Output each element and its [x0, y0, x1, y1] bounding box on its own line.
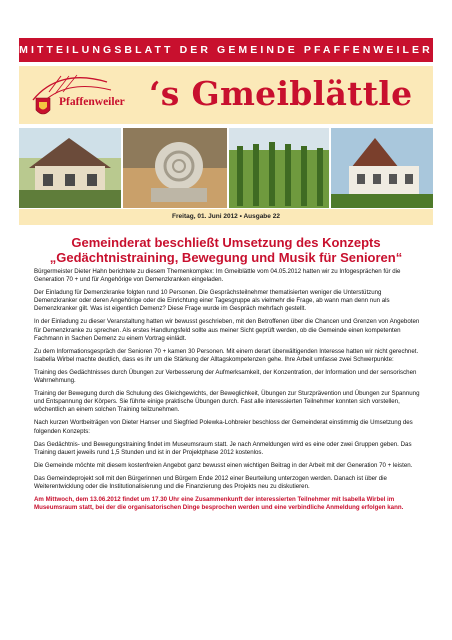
issue-date: Freitag, 01. Juni 2012 • Ausgabe 22 [172, 213, 280, 220]
paragraph: Zu dem Informationsgespräch der Senioren 70 + kamen 30 Personen. Mit einem derart überwältigenden Interesse hatten wir nicht gerechnet. Isabella Wirbel machte deutlich, dass es ihr um die Stärkung der Alltagskompetenzen gehe. Ihre Arbeit umfasse zwei Schwerpunkte: [34, 347, 419, 363]
meeting-announcement: Am Mittwoch, dem 13.06.2012 findet um 17.30 Uhr eine Zusammenkunft der interessierten Teilnehmer mit Isabella Wirbel im Museumsraum statt, bei der die organisatorischen Dinge besprochen werden und eine verbindliche Anmeldung erfolgen kann. [34, 496, 404, 512]
paragraph: In der Einladung zu dieser Veranstaltung hatten wir bewusst geschrieben, mit den Betroffenen über die Chancen und Grenzen von Angeboten für Demenzkranke zu sprechen. Als erstes Handlungsfeld sollte aus meiner Sicht geprüft werden, ob die Gemeinde einen kompetenten Fachmann in Sachen Demenz zu einem Vortrag einlädt. [34, 318, 420, 342]
article-body [34, 268, 422, 517]
paragraph: Der Einladung für Demenzkranke folgten rund 10 Personen. Die Gesprächsteilnehmer thematisierten weniger die Unterstützung Demenzkranker oder deren Angehörige oder die Einrichtung einer Tagesgruppe als vielmehr die Frage, ab wann man denn nun als Demenzkranker gilt. Was ist eigentlich Demenz? Diese Frage wurde im Gespräch mehrfach gestellt. [34, 289, 390, 313]
publication-title: ‘s Gmeiblättle [149, 74, 413, 113]
paragraph: Training des Gedächtnisses durch Übungen zur Verbesserung der Aufmerksamkeit, der Konzentration, der Information und der sensorischen Wahrnehmung. [34, 368, 417, 385]
paragraph: Nach kurzen Wortbeiträgen von Dieter Hanser und Siegfried Polewka-Lohbreier beschloss der Gemeinderat einstimmig die Umsetzung des folgenden Konzepts: [34, 419, 413, 435]
vineyard-photo [229, 128, 329, 208]
paragraph: Das Gedächtnis- und Bewegungstraining findet im Museumsraum statt. Je nach Anmeldungen wird es eine oder zwei Gruppen geben. Das Training dauert jeweils rund 1,5 Stunden und ist in der Projektphase 2012 kostenlos. [34, 440, 412, 456]
snail-sculpture-photo [123, 128, 227, 208]
headline-line-1: Gemeinderat beschließt Umsetzung des Konzepts [71, 235, 381, 250]
logo-wordmark: Pfaffenweiler [59, 96, 125, 108]
issue-bar [19, 209, 433, 225]
masthead [19, 66, 433, 124]
hills-emblem-icon [19, 66, 131, 124]
paragraph: Training der Bewegung durch die Schulung des Gleichgewichts, der Beweglichkeit, Übungen zur Sturzprävention und Übungen zur Spannung und Entspannung der Körpers. Sie führte einige praktische Übungen durch. Fast alle interessierten Teilnehmer konnten sich vorstellen, wöchentlich an einem solchen Training teilzunehmen. [34, 390, 420, 414]
masthead-banner [19, 38, 433, 62]
headline-line-2: „Gedächtnistraining, Bewegung und Musik für Senioren“ [49, 249, 403, 265]
paragraph: Bürgermeister Dieter Hahn berichtete zu diesem Themenkomplex: Im Gmeiblättle vom 04.05.2012 hatten wir zu Infogesprächen für die Generation 70 + und für Angehörige von Demenzkranken eingeladen. [34, 268, 401, 284]
paragraph: Das Gemeindeprojekt soll mit den Bürgerinnen und Bürgern Ende 2012 einer Beurteilung unterzogen werden. Danach ist über die Weiterentwicklung oder die Institutionalisierung und die Finanzierung des Projekts neu zu diskutieren. [34, 474, 387, 490]
municipality-logo [19, 66, 131, 124]
town-hall-photo [331, 128, 433, 208]
photo-strip [19, 128, 433, 208]
article-headline [30, 236, 422, 265]
building-photo [19, 128, 121, 208]
paragraph: Die Gemeinde möchte mit diesem kostenfreien Angebot ganz bewusst einen wichtigen Beitrag in der Arbeit mit der Generation 70 + leisten. [34, 461, 413, 469]
publication-subtitle: MITTEILUNGSBLATT DER GEMEINDE PFAFFENWEILER [19, 44, 433, 56]
